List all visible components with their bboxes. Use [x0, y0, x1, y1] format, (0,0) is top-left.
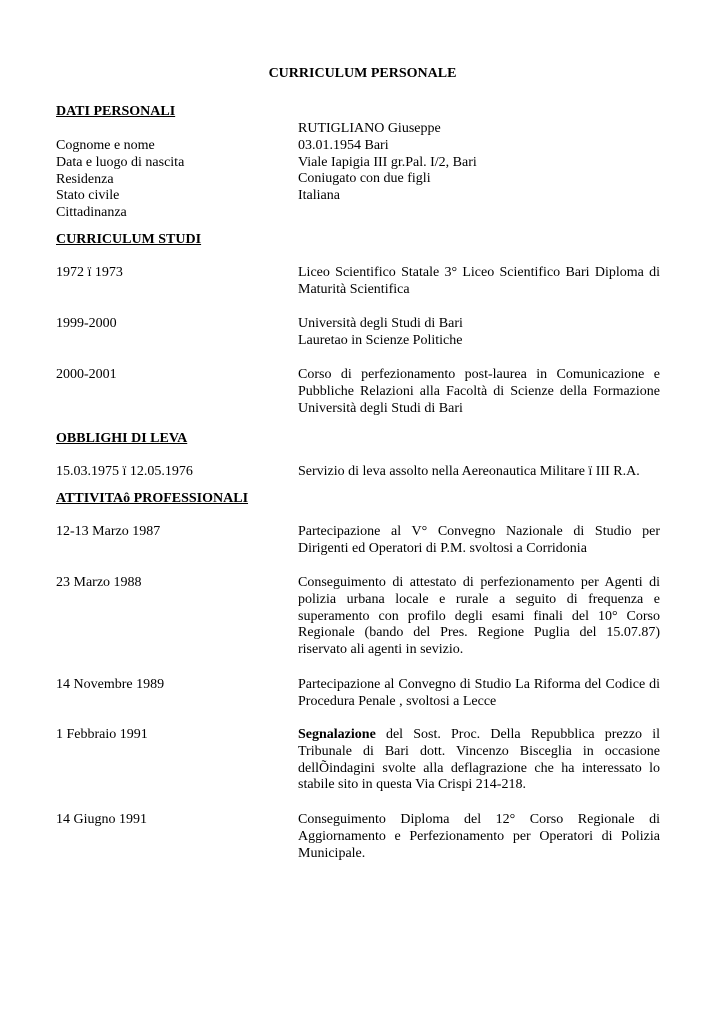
section-heading-professional: ATTIVITAô PROFESSIONALI	[56, 491, 249, 506]
study-text-1: Liceo Scientifico Statale 3° Liceo Scientifico Bari Diploma di Maturità Scientifica	[298, 265, 660, 297]
section-heading-personal: DATI PERSONALI	[56, 104, 176, 119]
prof-text-4	[298, 727, 660, 794]
personal-labels	[56, 138, 286, 222]
study-date-1: 1972 ï 1973	[56, 265, 123, 280]
study-text-3: Corso di perfezionamento post-laurea in Comunicazione e Pubbliche Relazioni alla Facoltà di Scienze della Formazione Università degli Studi di Bari	[298, 367, 660, 416]
label-civil-status: Stato civile	[56, 188, 120, 204]
value-residence: Viale Iapigia III gr.Pal. I/2, Bari	[298, 154, 477, 170]
label-residence: Residenza	[56, 171, 114, 187]
military-date-1: 15.03.1975 ï 12.05.1976	[56, 464, 193, 479]
prof-text-2: Conseguimento di attestato di perfezionamento per Agenti di polizia urbana locale e rurale a seguito di frequenza e superamento con profilo degli esami finali del 10° Corso Regionale (bando del Pres. Regione Puglia del 15.07.87) riservato ali agenti in sevizio.	[298, 575, 660, 658]
value-birth: 03.01.1954 Bari	[298, 137, 389, 153]
section-heading-studies: CURRICULUM STUDI	[56, 232, 202, 247]
label-birth: Data e luogo di nascita	[56, 154, 185, 170]
value-name: RUTIGLIANO Giuseppe	[298, 121, 441, 136]
military-text-1: Servizio di leva assolto nella Aereonautica Militare ï III R.A.	[298, 464, 640, 479]
section-heading-military: OBBLIGHI DI LEVA	[56, 431, 188, 446]
prof-text-3: Partecipazione al Convegno di Studio La Riforma del Codice di Procedura Penale , svoltosi a Lecce	[298, 677, 660, 709]
prof-date-3: 14 Novembre 1989	[56, 677, 165, 692]
prof-text-1: Partecipazione al V° Convegno Nazionale di Studio per Dirigenti ed Operatori di P.M. svoltosi a Corridonia	[298, 524, 660, 556]
prof-date-5: 14 Giugno 1991	[56, 812, 147, 827]
value-citizenship: Italiana	[298, 188, 340, 204]
prof-date-2: 23 Marzo 1988	[56, 575, 142, 590]
value-civil-status: Coniugato con due figli	[298, 171, 431, 187]
prof-text-4-bold: Segnalazione	[298, 727, 376, 742]
prof-date-4: 1 Febbraio 1991	[56, 727, 148, 742]
prof-text-4-rest: del Sost. Proc. Della Repubblica prezzo il Tribunale di Bari dott. Vincenzo Bisceglia in occasione dellÕindagini svolte alla deflagrazione che ha interessato lo stabile sito in questa Via Crispi 214-218.	[298, 727, 660, 793]
study-text-2-line-1: Università degli Studi di Bari	[298, 316, 463, 331]
prof-date-1: 12-13 Marzo 1987	[56, 524, 161, 539]
study-date-3: 2000-2001	[56, 367, 117, 382]
study-date-2: 1999-2000	[56, 316, 117, 331]
study-text-2-line-2: Lauretao in Scienze Politiche	[298, 332, 463, 348]
document-title: CURRICULUM PERSONALE	[268, 66, 457, 81]
prof-text-5: Conseguimento Diploma del 12° Corso Regionale di Aggiornamento e Perfezionamento per Operatori di Polizia Municipale.	[298, 812, 660, 861]
label-citizenship: Cittadinanza	[56, 205, 127, 221]
study-text-2	[298, 316, 660, 350]
personal-values	[298, 121, 660, 205]
label-name: Cognome e nome	[56, 138, 155, 153]
